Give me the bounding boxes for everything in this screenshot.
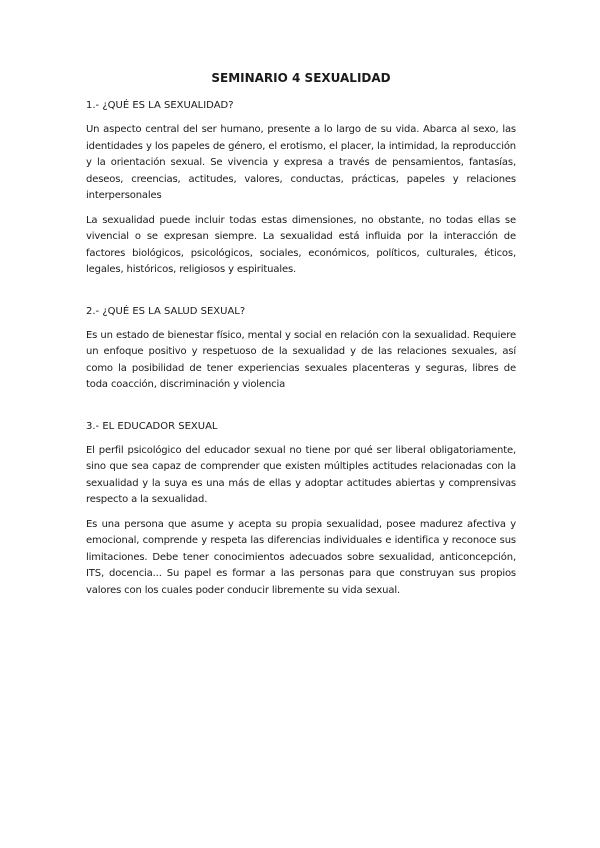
document-title: SEMINARIO 4 SEXUALIDAD	[211, 71, 391, 85]
section-educador-sexual	[86, 420, 516, 600]
paragraph: El perfil psicológico del educador sexual no tiene por qué ser liberal obligatoriamente, sino que sea capaz de comprender que existen múltiples actitudes relacionadas con la sexualidad y la suya es una más de ellas y adoptar actitudes abiertas y comprensivas respecto a la sexualidad.	[86, 444, 516, 505]
section-heading: 1.- ¿QUÉ ES LA SEXUALIDAD?	[86, 100, 234, 111]
document-page	[86, 70, 516, 621]
section-heading: 2.- ¿QUÉ ES LA SALUD SEXUAL?	[86, 305, 246, 317]
paragraph: Es un estado de bienestar físico, mental y social en relación con la sexualidad. Requiere un enfoque positivo y respetuoso de la sexualidad y de las relaciones sexuales, así como la posibilidad de tener experiencias sexuales placenteras y seguras, libres de toda coacción, discriminación y violencia	[86, 329, 516, 390]
section-heading: 3.- EL EDUCADOR SEXUAL	[86, 420, 218, 432]
paragraph: Un aspecto central del ser humano, presente a lo largo de su vida. Abarca al sexo, las identidades y los papeles de género, el erotismo, el placer, la intimidad, la reproducción y la orientación sexual. Se vivencia y expresa a través de pensamientos, fantasías, deseos, creencias, actitudes, valores, conductas, prácticas, papeles y relaciones interpersonales	[86, 124, 516, 201]
paragraph: Es una persona que asume y acepta su propia sexualidad, posee madurez afectiva y emocional, comprende y respeta las diferencias individuales e identifica y reconoce sus limitaciones. Debe tener conocimientos adecuados sobre sexualidad, anticoncepción, ITS, docencia... Su papel es formar a las personas para que construyan sus propios valores con los cuales poder conducir libremente su vida sexual.	[86, 518, 516, 596]
section-salud-sexual	[86, 305, 516, 394]
section-sexualidad	[86, 99, 516, 279]
paragraph: La sexualidad puede incluir todas estas dimensiones, no obstante, no todas ellas se vivencial o se expresan siempre. La sexualidad está influida por la interacción de factores biológicos, psicológicos, sociales, económicos, políticos, culturales, éticos, legales, históricos, religiosos y espirituales.	[86, 214, 516, 275]
